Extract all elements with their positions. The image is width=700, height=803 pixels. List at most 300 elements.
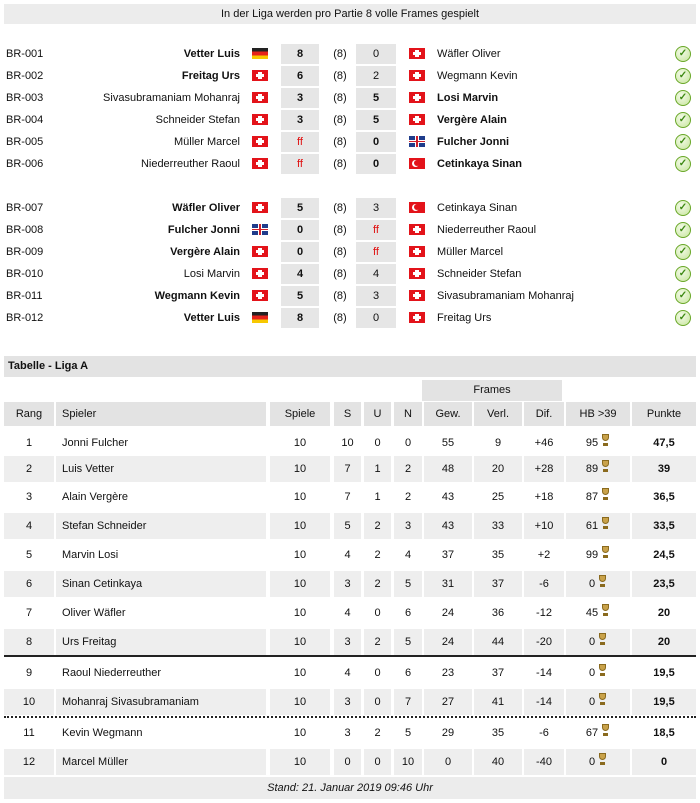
header-rang: Rang: [4, 402, 54, 426]
cell-n: 5: [394, 571, 422, 597]
hb-value: 95: [585, 437, 599, 450]
cell-spiele: 10: [270, 629, 330, 655]
cell-verl: 35: [491, 549, 505, 561]
cell-hb: [566, 600, 630, 626]
cell-gew: 43: [424, 513, 472, 539]
flag-ch-icon: [252, 158, 268, 169]
cell-s: 4: [344, 667, 351, 679]
frames-count: (8): [333, 224, 347, 236]
home-player: Wegmann Kevin: [154, 290, 240, 302]
flag-ch-icon: [409, 70, 425, 81]
match-row: [0, 197, 700, 219]
cell-s: 7: [344, 491, 351, 503]
cell-gew: 24: [424, 629, 472, 655]
confirmed-check-icon: ✓: [675, 244, 691, 260]
cell-rang: 11: [23, 727, 35, 739]
confirmed-check-icon: ✓: [675, 200, 691, 216]
away-score: 3: [356, 286, 396, 306]
hb-value: 61: [585, 520, 599, 533]
relegation-dotted-separator: [4, 716, 696, 718]
confirmed-check-icon: ✓: [675, 134, 691, 150]
cell-dif: -6: [524, 571, 564, 597]
cell-s: 4: [344, 607, 351, 619]
trophy-icon: [598, 693, 607, 706]
flag-ch-icon: [252, 114, 268, 125]
cell-spieler: Oliver Wäfler: [62, 607, 126, 619]
away-player: Freitag Urs: [437, 312, 492, 324]
home-score: 3: [281, 110, 319, 130]
match-id: BR-004: [6, 114, 44, 126]
header-hb: HB >39: [566, 402, 630, 426]
cell-u: 0: [374, 437, 381, 449]
table-row: [4, 430, 696, 456]
match-id: BR-005: [6, 136, 44, 148]
header-dif: Dif.: [524, 402, 564, 426]
home-player: Losi Marvin: [183, 268, 240, 280]
cell-rang: 6: [4, 571, 54, 597]
match-row: [0, 65, 700, 87]
cell-u: 0: [364, 749, 391, 775]
cell-punkte: 18,5: [653, 727, 675, 739]
cell-spiele: 10: [293, 437, 307, 449]
cell-spiele: 10: [293, 727, 307, 739]
flag-ch-icon: [409, 268, 425, 279]
cell-punkte: 19,5: [653, 667, 675, 679]
match-id: BR-006: [6, 158, 44, 170]
cell-dif: -6: [539, 727, 549, 739]
cell-punkte: 20: [657, 607, 671, 619]
table-row: [4, 720, 696, 746]
hb-value: 0: [588, 667, 596, 680]
trophy-icon: [601, 724, 610, 737]
cell-gew: 43: [441, 491, 455, 503]
cell-dif: +10: [524, 513, 564, 539]
away-score: 5: [356, 88, 396, 108]
confirmed-check-icon: ✓: [675, 46, 691, 62]
header-verl: Verl.: [474, 402, 522, 426]
match-row: [0, 219, 700, 241]
home-score: 0: [281, 220, 319, 240]
cell-verl: 40: [474, 749, 522, 775]
cell-u: 1: [364, 456, 391, 482]
frames-count: (8): [333, 246, 347, 258]
header-punkte: Punkte: [632, 402, 696, 426]
away-player: Vergère Alain: [437, 114, 507, 126]
cell-gew: 24: [441, 607, 455, 619]
home-score: 5: [281, 286, 319, 306]
flag-ch-icon: [409, 114, 425, 125]
flag-gb-icon: [409, 136, 425, 147]
table-row: [4, 660, 696, 686]
match-id: BR-002: [6, 70, 44, 82]
home-score: 6: [281, 66, 319, 86]
frames-count: (8): [333, 70, 347, 82]
cell-spieler: Alain Vergère: [62, 491, 129, 503]
cell-n: 2: [394, 456, 422, 482]
cell-u: 2: [364, 629, 391, 655]
cell-punkte: 24,5: [653, 549, 675, 561]
cell-spiele: 10: [270, 456, 330, 482]
away-player: Wäfler Oliver: [437, 48, 501, 60]
match-row: [0, 153, 700, 175]
cell-hb: [566, 542, 630, 568]
away-score: ff: [356, 242, 396, 262]
match-row: [0, 43, 700, 65]
cell-s: 3: [334, 689, 361, 715]
cell-hb: [566, 660, 630, 686]
cell-rang: 7: [25, 607, 33, 619]
away-score: 0: [356, 132, 396, 152]
cell-verl: 37: [491, 667, 505, 679]
table-row: [4, 513, 696, 539]
hb-value: 89: [585, 463, 599, 476]
header-s: S: [334, 402, 361, 426]
match-id: BR-010: [6, 268, 44, 280]
match-id: BR-011: [6, 290, 43, 302]
cell-dif: -14: [524, 689, 564, 715]
cell-s: 3: [334, 571, 361, 597]
home-player: Vetter Luis: [183, 312, 240, 324]
cell-spieler: Kevin Wegmann: [62, 727, 143, 739]
flag-ch-icon: [252, 290, 268, 301]
cell-verl: 25: [491, 491, 505, 503]
home-player: Niederreuther Raoul: [140, 158, 240, 170]
cell-n: 7: [394, 689, 422, 715]
cell-hb: [566, 749, 630, 775]
match-row: [0, 307, 700, 329]
cell-hb: [566, 629, 630, 655]
trophy-icon: [598, 633, 607, 646]
match-row: [0, 263, 700, 285]
cell-n: 10: [394, 749, 422, 775]
cell-n: 0: [404, 437, 412, 449]
hb-value: 87: [585, 491, 599, 504]
trophy-icon: [601, 488, 610, 501]
frames-count: (8): [333, 158, 347, 170]
cell-dif: +28: [524, 456, 564, 482]
cell-punkte: 20: [632, 629, 696, 655]
hb-value: 67: [585, 727, 599, 740]
cell-verl: 35: [491, 727, 505, 739]
away-player: Fulcher Jonni: [437, 136, 510, 148]
cell-spieler: Stefan Schneider: [56, 513, 266, 539]
match-row: [0, 131, 700, 153]
cell-n: 3: [394, 513, 422, 539]
cell-s: 3: [344, 727, 351, 739]
trophy-icon: [601, 434, 610, 447]
cell-spieler: Luis Vetter: [56, 456, 266, 482]
flag-ch-icon: [409, 48, 425, 59]
hb-value: 99: [585, 549, 599, 562]
cell-hb: [566, 430, 630, 456]
confirmed-check-icon: ✓: [675, 310, 691, 326]
header-spiele: Spiele: [270, 402, 330, 426]
home-score: 8: [281, 308, 319, 328]
frames-info-banner: In der Liga werden pro Partie 8 volle Frames gespielt: [4, 4, 696, 24]
table-title: Tabelle - Liga A: [4, 356, 696, 377]
flag-de-icon: [252, 312, 268, 323]
cell-spieler: Marvin Losi: [62, 549, 119, 561]
cell-verl: 33: [474, 513, 522, 539]
away-player: Cetinkaya Sinan: [437, 158, 522, 170]
home-player: Fulcher Jonni: [167, 224, 240, 236]
frames-group-header: Frames: [422, 380, 562, 401]
cell-s: 0: [334, 749, 361, 775]
away-score: 4: [356, 264, 396, 284]
home-score: 8: [281, 44, 319, 64]
cell-gew: 29: [441, 727, 455, 739]
hb-value: 0: [588, 636, 596, 649]
table-row: [4, 689, 696, 715]
flag-ch-icon: [252, 246, 268, 257]
cell-u: 2: [364, 571, 391, 597]
home-score: 3: [281, 88, 319, 108]
confirmed-check-icon: ✓: [675, 90, 691, 106]
flag-ch-icon: [252, 202, 268, 213]
cell-dif: -12: [536, 607, 552, 619]
home-player: Sivasubramaniam Mohanraj: [103, 92, 240, 104]
cell-s: 3: [334, 629, 361, 655]
trophy-icon: [601, 604, 610, 617]
match-id: BR-012: [6, 312, 44, 324]
cell-verl: 41: [474, 689, 522, 715]
cell-punkte: 0: [632, 749, 696, 775]
cell-n: 4: [404, 549, 412, 561]
away-player: Schneider Stefan: [437, 268, 522, 280]
table-row: [4, 542, 696, 568]
trophy-icon: [601, 546, 610, 559]
table-row: [4, 484, 696, 510]
table-row: [4, 600, 696, 626]
away-score: 2: [356, 66, 396, 86]
header-gew: Gew.: [424, 402, 472, 426]
confirmed-check-icon: ✓: [675, 288, 691, 304]
cell-rang: 3: [25, 491, 33, 503]
cell-rang: 9: [25, 667, 33, 679]
frames-count: (8): [333, 312, 347, 324]
cell-hb: [566, 456, 630, 482]
frames-count: (8): [333, 202, 347, 214]
trophy-icon: [601, 460, 610, 473]
home-player: Vergère Alain: [170, 246, 240, 258]
hb-value: 0: [588, 578, 596, 591]
table-header: [4, 402, 696, 426]
away-score: 0: [356, 44, 396, 64]
match-row: [0, 109, 700, 131]
away-player: Wegmann Kevin: [437, 70, 518, 82]
cell-u: 0: [374, 667, 381, 679]
cell-gew: 48: [424, 456, 472, 482]
relegation-separator: [4, 655, 696, 657]
header-spieler: Spieler: [56, 402, 266, 426]
cell-punkte: 19,5: [632, 689, 696, 715]
cell-u: 0: [364, 689, 391, 715]
confirmed-check-icon: ✓: [675, 68, 691, 84]
cell-spiele: 10: [293, 667, 307, 679]
cell-spieler: Marcel Müller: [56, 749, 266, 775]
cell-s: 5: [334, 513, 361, 539]
home-score: 0: [281, 242, 319, 262]
home-score: 5: [281, 198, 319, 218]
cell-verl: 36: [491, 607, 505, 619]
home-player: Vetter Luis: [183, 48, 240, 60]
cell-hb: [566, 689, 630, 715]
match-row: [0, 87, 700, 109]
confirmed-check-icon: ✓: [675, 222, 691, 238]
cell-dif: -40: [524, 749, 564, 775]
trophy-icon: [598, 664, 607, 677]
cell-spiele: 10: [270, 749, 330, 775]
home-player: Müller Marcel: [173, 136, 240, 148]
cell-hb: [566, 571, 630, 597]
cell-u: 2: [374, 549, 381, 561]
confirmed-check-icon: ✓: [675, 112, 691, 128]
cell-n: 6: [404, 607, 412, 619]
match-row: [0, 285, 700, 307]
cell-u: 0: [374, 607, 381, 619]
flag-ch-icon: [252, 92, 268, 103]
flag-ch-icon: [409, 246, 425, 257]
cell-punkte: 33,5: [632, 513, 696, 539]
cell-spiele: 10: [293, 549, 307, 561]
cell-spiele: 10: [270, 513, 330, 539]
cell-rang: 1: [25, 437, 33, 449]
cell-spieler: Jonni Fulcher: [62, 437, 129, 449]
cell-u: 1: [374, 491, 381, 503]
home-score: ff: [281, 132, 319, 152]
cell-s: 10: [341, 437, 354, 449]
match-id: BR-001: [6, 48, 44, 60]
frames-count: (8): [333, 48, 347, 60]
cell-gew: 55: [441, 437, 455, 449]
cell-n: 2: [404, 491, 412, 503]
cell-n: 5: [404, 727, 412, 739]
cell-dif: -14: [536, 667, 552, 679]
trophy-icon: [598, 575, 607, 588]
cell-rang: 10: [4, 689, 54, 715]
match-group-gap: [0, 175, 700, 197]
cell-spiele: 10: [270, 571, 330, 597]
cell-hb: [566, 513, 630, 539]
away-player: Cetinkaya Sinan: [437, 202, 518, 214]
flag-gb-icon: [252, 224, 268, 235]
cell-gew: 0: [424, 749, 472, 775]
home-player: Freitag Urs: [181, 70, 240, 82]
cell-u: 2: [374, 727, 381, 739]
match-id: BR-003: [6, 92, 44, 104]
cell-spiele: 10: [293, 491, 307, 503]
header-u: U: [364, 402, 391, 426]
timestamp-footer: Stand: 21. Januar 2019 09:46 Uhr: [4, 777, 696, 799]
home-score: 4: [281, 264, 319, 284]
cell-dif: +46: [534, 437, 554, 449]
match-id: BR-007: [6, 202, 44, 214]
hb-value: 0: [588, 696, 596, 709]
flag-ch-icon: [252, 70, 268, 81]
flag-tr-icon: [409, 202, 425, 213]
match-id: BR-008: [6, 224, 44, 236]
home-score: ff: [281, 154, 319, 174]
cell-verl: 20: [474, 456, 522, 482]
match-id: BR-009: [6, 246, 44, 258]
hb-value: 0: [588, 756, 596, 769]
table-row: [4, 456, 696, 482]
cell-u: 2: [364, 513, 391, 539]
cell-gew: 37: [441, 549, 455, 561]
away-player: Sivasubramaniam Mohanraj: [437, 290, 574, 302]
hb-value: 45: [585, 607, 599, 620]
away-score: ff: [356, 220, 396, 240]
flag-tr-icon: [409, 158, 425, 169]
header-n: N: [394, 402, 422, 426]
cell-spieler: Mohanraj Sivasubramaniam: [56, 689, 266, 715]
cell-punkte: 23,5: [632, 571, 696, 597]
cell-hb: [566, 484, 630, 510]
cell-punkte: 39: [632, 456, 696, 482]
away-score: 3: [356, 198, 396, 218]
cell-verl: 37: [474, 571, 522, 597]
flag-ch-icon: [409, 92, 425, 103]
away-player: Müller Marcel: [437, 246, 504, 258]
table-row: [4, 629, 696, 655]
away-player: Niederreuther Raoul: [437, 224, 537, 236]
cell-verl: 9: [494, 437, 502, 449]
cell-gew: 31: [424, 571, 472, 597]
away-player: Losi Marvin: [437, 92, 499, 104]
frames-count: (8): [333, 268, 347, 280]
cell-gew: 27: [424, 689, 472, 715]
frames-count: (8): [333, 290, 347, 302]
home-player: Schneider Stefan: [155, 114, 240, 126]
away-score: 0: [356, 154, 396, 174]
home-player: Wäfler Oliver: [172, 202, 240, 214]
cell-rang: 12: [4, 749, 54, 775]
cell-dif: +2: [537, 549, 551, 561]
cell-s: 4: [344, 549, 351, 561]
confirmed-check-icon: ✓: [675, 156, 691, 172]
cell-punkte: 47,5: [653, 437, 675, 449]
cell-spiele: 10: [293, 607, 307, 619]
cell-punkte: 36,5: [653, 491, 675, 503]
cell-dif: +18: [534, 491, 554, 503]
match-list: [0, 43, 700, 329]
cell-rang: 4: [4, 513, 54, 539]
match-row: [0, 241, 700, 263]
cell-dif: -20: [524, 629, 564, 655]
cell-rang: 8: [4, 629, 54, 655]
flag-ch-icon: [409, 224, 425, 235]
flag-ch-icon: [252, 268, 268, 279]
table-row: [4, 571, 696, 597]
flag-ch-icon: [409, 312, 425, 323]
table-row: [4, 749, 696, 775]
cell-rang: 2: [4, 456, 54, 482]
cell-spiele: 10: [270, 689, 330, 715]
cell-spieler: Raoul Niederreuther: [62, 667, 162, 679]
confirmed-check-icon: ✓: [675, 266, 691, 282]
flag-de-icon: [252, 48, 268, 59]
away-score: 0: [356, 308, 396, 328]
cell-s: 7: [334, 456, 361, 482]
cell-spieler: Sinan Cetinkaya: [56, 571, 266, 597]
cell-hb: [566, 720, 630, 746]
frames-count: (8): [333, 114, 347, 126]
cell-gew: 23: [441, 667, 455, 679]
flag-ch-icon: [409, 290, 425, 301]
trophy-icon: [601, 517, 610, 530]
cell-spieler: Urs Freitag: [56, 629, 266, 655]
cell-rang: 5: [25, 549, 33, 561]
